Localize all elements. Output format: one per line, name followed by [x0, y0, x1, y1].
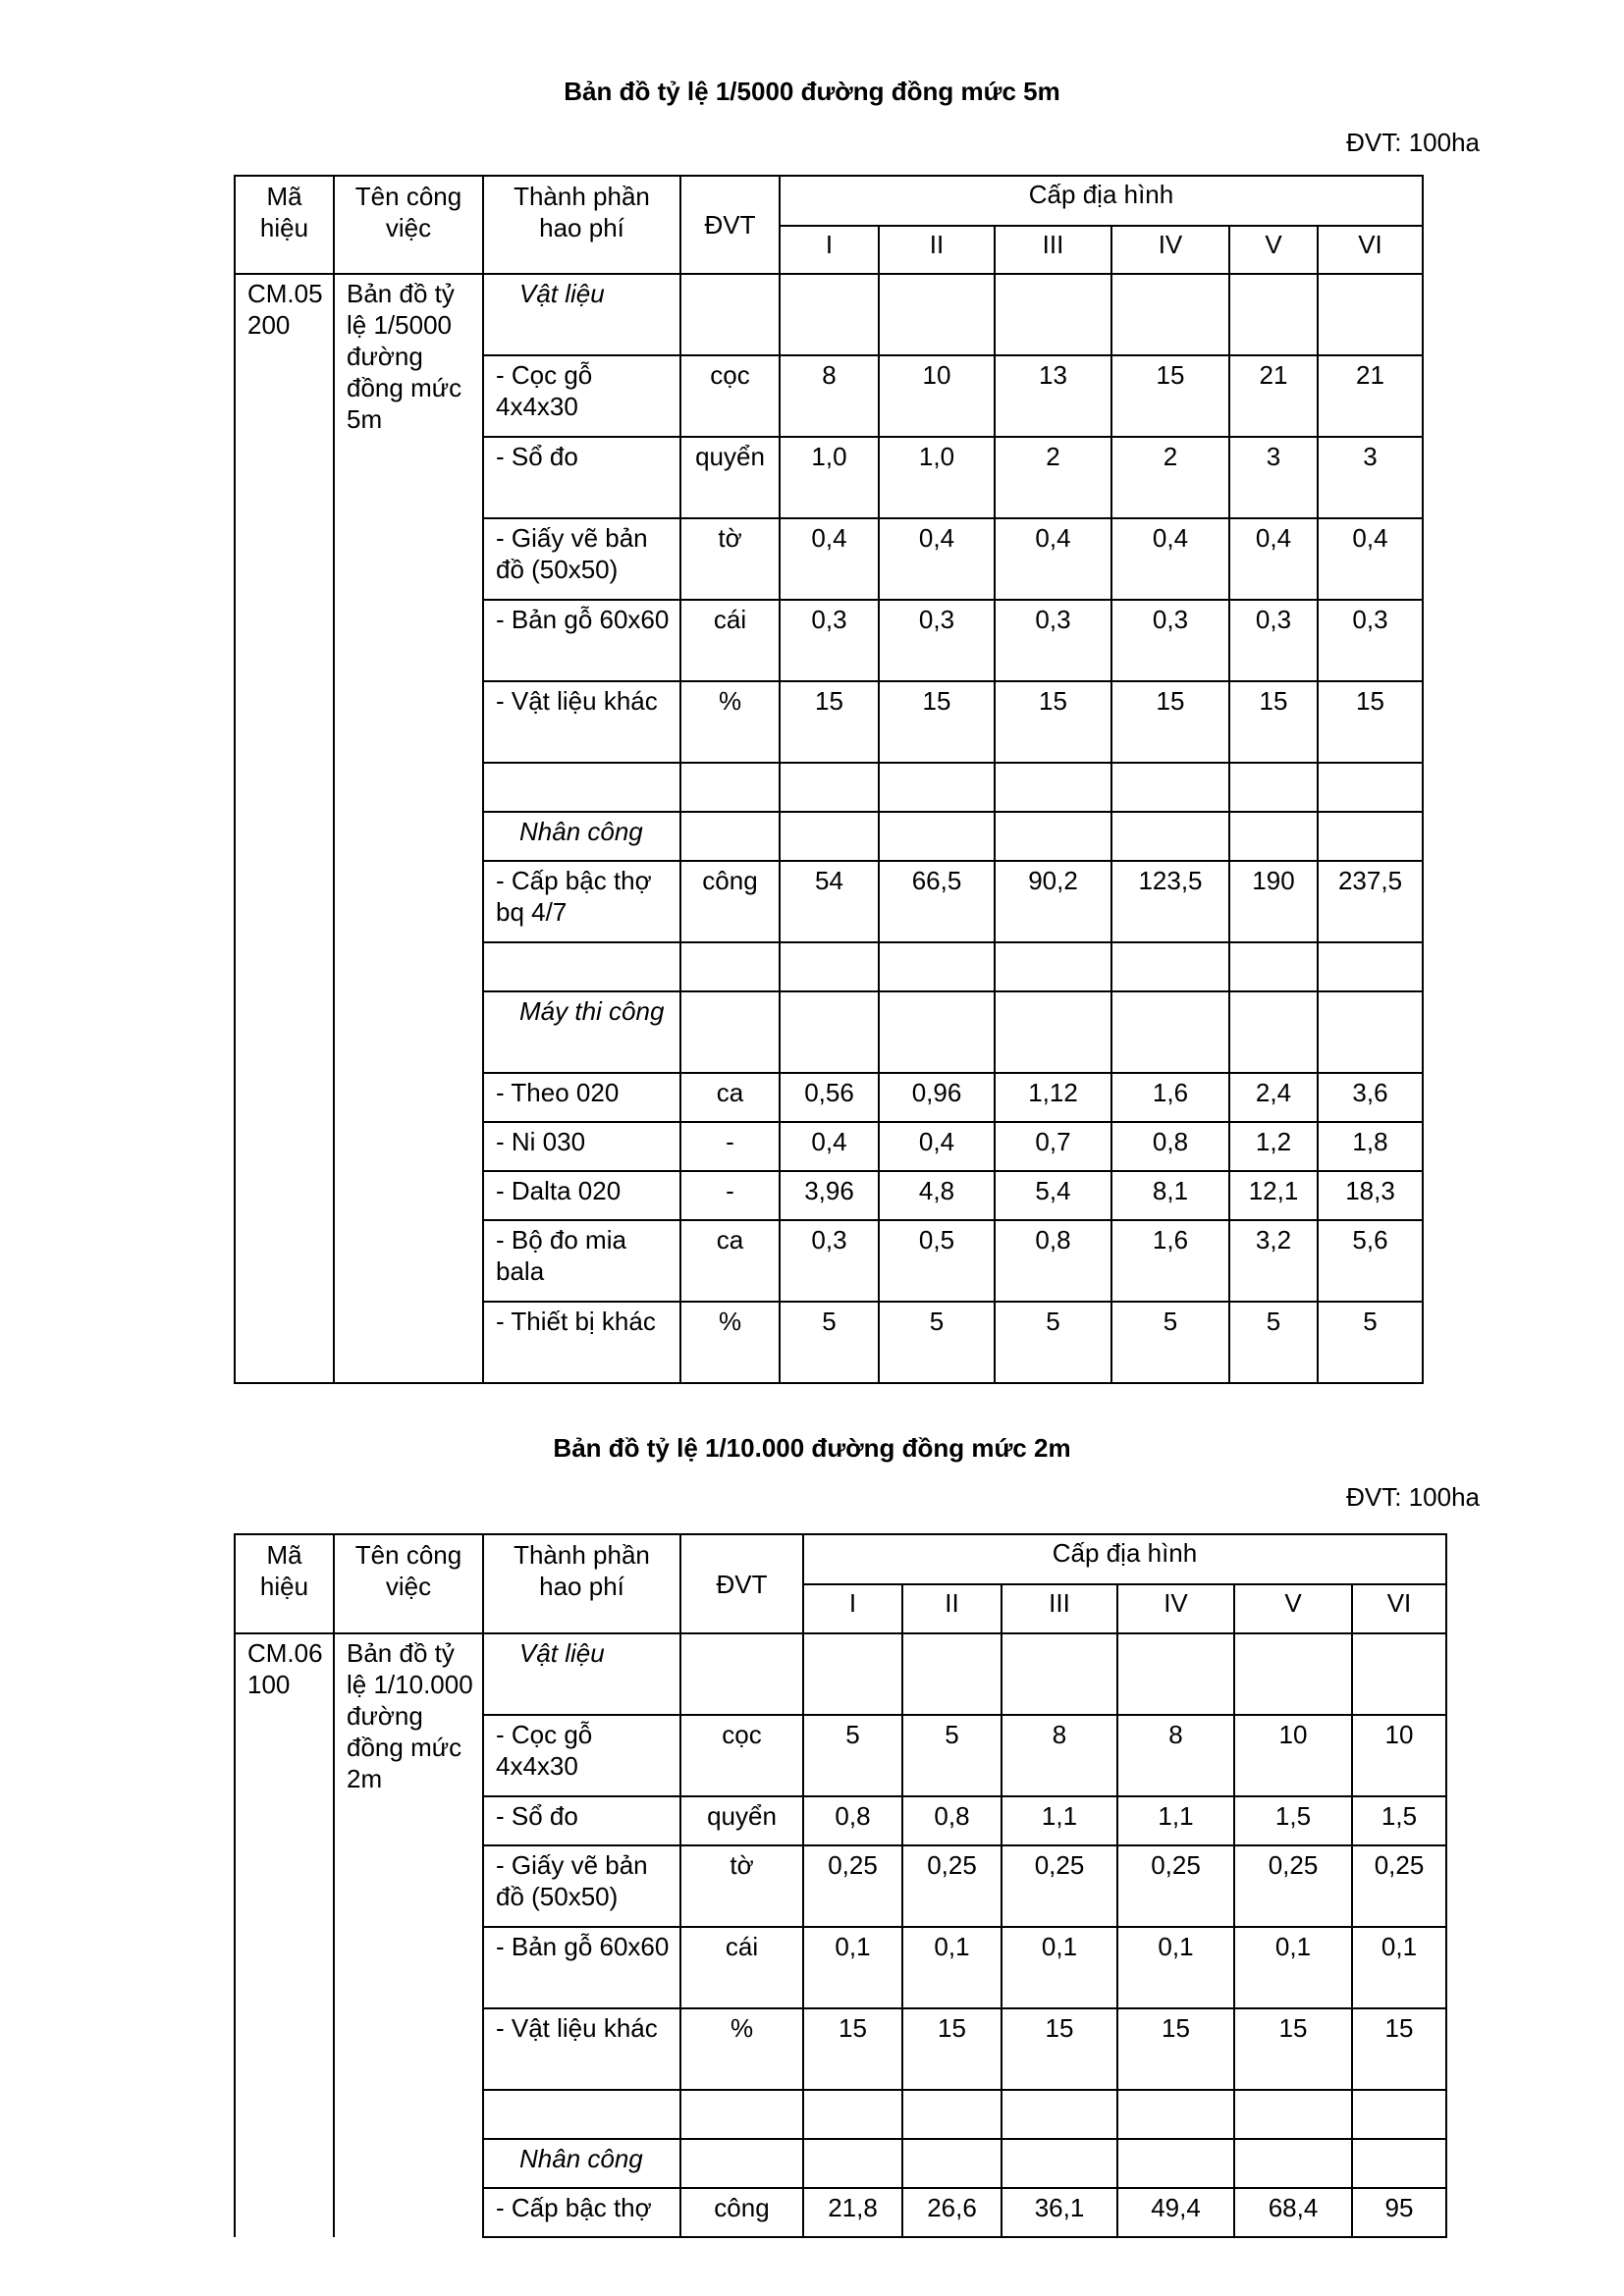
unit-cell: quyển: [680, 437, 780, 518]
value-cell: 5: [1229, 1302, 1318, 1383]
header-grade: VI: [1318, 226, 1423, 274]
value-cell: 54: [780, 861, 879, 942]
unit-cell: [680, 942, 780, 991]
unit-cell: quyển: [680, 1796, 803, 1845]
value-cell: [1111, 812, 1229, 861]
value-cell: 15: [1111, 355, 1229, 437]
unit-cell: [680, 2139, 803, 2188]
value-cell: [780, 812, 879, 861]
value-cell: [1001, 2139, 1117, 2188]
value-cell: [803, 1633, 902, 1715]
header-grade: VI: [1352, 1584, 1446, 1633]
table-1: [234, 175, 1424, 1384]
value-cell: 15: [1234, 2008, 1352, 2090]
cost-item-label: - Sổ đo: [483, 437, 680, 518]
value-cell: [879, 763, 995, 812]
section-label: Vật liệu: [483, 274, 680, 355]
value-cell: 18,3: [1318, 1171, 1423, 1220]
header-dvt: ĐVT: [680, 176, 780, 274]
value-cell: 1,5: [1352, 1796, 1446, 1845]
value-cell: 5,6: [1318, 1220, 1423, 1302]
table-1-unit-note: ĐVT: 100ha: [1346, 128, 1480, 157]
value-cell: [995, 763, 1111, 812]
value-cell: 0,3: [1229, 600, 1318, 681]
value-cell: 190: [1229, 861, 1318, 942]
cost-item-label: - Cấp bậc thợ: [483, 2188, 680, 2237]
table-2-unit-note: ĐVT: 100ha: [1346, 1482, 1480, 1512]
cost-item-label: [483, 763, 680, 812]
unit-cell: [680, 274, 780, 355]
unit-cell: cọc: [680, 1715, 803, 1796]
job-name: Bản đồ tỷ lệ 1/5000 đường đồng mức 5m: [334, 274, 483, 1383]
value-cell: 3,6: [1318, 1073, 1423, 1122]
value-cell: [780, 942, 879, 991]
value-cell: [1117, 1633, 1234, 1715]
value-cell: [1229, 763, 1318, 812]
cost-item-label: - Dalta 020: [483, 1171, 680, 1220]
value-cell: 15: [995, 681, 1111, 763]
cost-item-label: - Vật liệu khác: [483, 681, 680, 763]
header-ma-hieu: Mã hiệu: [235, 176, 334, 274]
unit-cell: [680, 1633, 803, 1715]
value-cell: [1234, 2139, 1352, 2188]
value-cell: 0,4: [1229, 518, 1318, 600]
header-grade: II: [902, 1584, 1001, 1633]
value-cell: [902, 1633, 1001, 1715]
unit-cell: [680, 812, 780, 861]
value-cell: 21,8: [803, 2188, 902, 2237]
header-thanh-phan-hao-phi: Thành phần hao phí: [483, 176, 680, 274]
unit-cell: [680, 763, 780, 812]
unit-cell: %: [680, 1302, 780, 1383]
header-thanh-phan-hao-phi: Thành phần hao phí: [483, 1534, 680, 1633]
value-cell: 10: [1352, 1715, 1446, 1796]
value-cell: [1001, 1633, 1117, 1715]
cost-item-label: - Theo 020: [483, 1073, 680, 1122]
header-grade: IV: [1117, 1584, 1234, 1633]
value-cell: [1117, 2090, 1234, 2139]
value-cell: 0,4: [780, 518, 879, 600]
value-cell: 0,1: [803, 1927, 902, 2008]
header-grade: V: [1229, 226, 1318, 274]
header-grade: I: [780, 226, 879, 274]
unit-cell: %: [680, 2008, 803, 2090]
value-cell: [1229, 942, 1318, 991]
value-cell: 15: [1352, 2008, 1446, 2090]
value-cell: [803, 2090, 902, 2139]
value-cell: 0,3: [1111, 600, 1229, 681]
value-cell: 15: [1229, 681, 1318, 763]
unit-cell: công: [680, 861, 780, 942]
value-cell: [1111, 763, 1229, 812]
value-cell: 26,6: [902, 2188, 1001, 2237]
header-ten-cong-viec: Tên công việc: [334, 176, 483, 274]
value-cell: [1111, 942, 1229, 991]
value-cell: [1318, 991, 1423, 1073]
value-cell: 5,4: [995, 1171, 1111, 1220]
value-cell: [1117, 2139, 1234, 2188]
value-cell: [902, 2090, 1001, 2139]
value-cell: 0,8: [1111, 1122, 1229, 1171]
value-cell: 5: [1318, 1302, 1423, 1383]
cost-item-label: - Sổ đo: [483, 1796, 680, 1845]
value-cell: [879, 991, 995, 1073]
value-cell: 10: [879, 355, 995, 437]
value-cell: 5: [995, 1302, 1111, 1383]
header-grade: IV: [1111, 226, 1229, 274]
value-cell: [995, 812, 1111, 861]
value-cell: [1229, 812, 1318, 861]
cost-item-label: - Cấp bậc thợ bq 4/7: [483, 861, 680, 942]
value-cell: 15: [902, 2008, 1001, 2090]
value-cell: 2: [1111, 437, 1229, 518]
value-cell: [1234, 1633, 1352, 1715]
value-cell: 0,8: [803, 1796, 902, 1845]
value-cell: 21: [1318, 355, 1423, 437]
unit-cell: [680, 991, 780, 1073]
value-cell: [1352, 2090, 1446, 2139]
value-cell: 8: [1117, 1715, 1234, 1796]
value-cell: 10: [1234, 1715, 1352, 1796]
value-cell: 5: [803, 1715, 902, 1796]
value-cell: 8,1: [1111, 1171, 1229, 1220]
header-grade: III: [1001, 1584, 1117, 1633]
cost-item-label: - Cọc gỗ 4x4x30: [483, 1715, 680, 1796]
unit-cell: cái: [680, 600, 780, 681]
value-cell: 0,96: [879, 1073, 995, 1122]
value-cell: 68,4: [1234, 2188, 1352, 2237]
value-cell: 0,8: [995, 1220, 1111, 1302]
value-cell: [780, 991, 879, 1073]
value-cell: 0,4: [879, 518, 995, 600]
value-cell: [1318, 812, 1423, 861]
value-cell: 5: [879, 1302, 995, 1383]
section-label: Vật liệu: [483, 1633, 680, 1715]
cost-item-label: - Giấy vẽ bản đồ (50x50): [483, 518, 680, 600]
value-cell: 0,1: [902, 1927, 1001, 2008]
header-ten-cong-viec: Tên công việc: [334, 1534, 483, 1633]
value-cell: 1,6: [1111, 1073, 1229, 1122]
unit-cell: cái: [680, 1927, 803, 2008]
value-cell: 0,25: [1001, 1845, 1117, 1927]
value-cell: 3: [1318, 437, 1423, 518]
value-cell: 3,96: [780, 1171, 879, 1220]
value-cell: 0,4: [1111, 518, 1229, 600]
unit-cell: ca: [680, 1073, 780, 1122]
value-cell: 0,4: [1318, 518, 1423, 600]
header-cap-dia-hinh: Cấp địa hình: [780, 176, 1423, 226]
value-cell: 0,4: [995, 518, 1111, 600]
value-cell: 0,4: [879, 1122, 995, 1171]
value-cell: 15: [1111, 681, 1229, 763]
value-cell: 0,1: [1001, 1927, 1117, 2008]
value-cell: 1,2: [1229, 1122, 1318, 1171]
value-cell: 15: [1117, 2008, 1234, 2090]
value-cell: 0,25: [1234, 1845, 1352, 1927]
unit-cell: -: [680, 1171, 780, 1220]
value-cell: 0,3: [995, 600, 1111, 681]
value-cell: 0,5: [879, 1220, 995, 1302]
value-cell: 1,6: [1111, 1220, 1229, 1302]
value-cell: 13: [995, 355, 1111, 437]
unit-cell: -: [680, 1122, 780, 1171]
value-cell: 12,1: [1229, 1171, 1318, 1220]
value-cell: 21: [1229, 355, 1318, 437]
value-cell: 1,12: [995, 1073, 1111, 1122]
value-cell: [902, 2139, 1001, 2188]
header-grade: V: [1234, 1584, 1352, 1633]
table-row: [235, 1633, 1446, 1715]
value-cell: 15: [879, 681, 995, 763]
value-cell: 1,8: [1318, 1122, 1423, 1171]
unit-cell: tờ: [680, 1845, 803, 1927]
value-cell: 3,2: [1229, 1220, 1318, 1302]
value-cell: 0,25: [1117, 1845, 1234, 1927]
unit-cell: [680, 2090, 803, 2139]
header-grade: III: [995, 226, 1111, 274]
value-cell: 8: [780, 355, 879, 437]
value-cell: 0,1: [1117, 1927, 1234, 2008]
unit-cell: tờ: [680, 518, 780, 600]
work-code: CM.05200: [235, 274, 334, 1383]
cost-item-label: - Bản gỗ 60x60: [483, 600, 680, 681]
value-cell: [1318, 942, 1423, 991]
value-cell: 1,1: [1001, 1796, 1117, 1845]
value-cell: [1352, 1633, 1446, 1715]
value-cell: [1229, 274, 1318, 355]
value-cell: 0,25: [902, 1845, 1001, 1927]
value-cell: 36,1: [1001, 2188, 1117, 2237]
header-cap-dia-hinh: Cấp địa hình: [803, 1534, 1446, 1584]
value-cell: [1111, 274, 1229, 355]
value-cell: [995, 991, 1111, 1073]
section-label: Nhân công: [483, 812, 680, 861]
value-cell: 2: [995, 437, 1111, 518]
cost-item-label: - Ni 030: [483, 1122, 680, 1171]
value-cell: 0,3: [780, 1220, 879, 1302]
job-name: Bản đồ tỷ lệ 1/10.000 đường đồng mức 2m: [334, 1633, 483, 2237]
value-cell: 1,5: [1234, 1796, 1352, 1845]
value-cell: 0,7: [995, 1122, 1111, 1171]
value-cell: 0,25: [803, 1845, 902, 1927]
value-cell: 4,8: [879, 1171, 995, 1220]
value-cell: 49,4: [1117, 2188, 1234, 2237]
value-cell: 1,1: [1117, 1796, 1234, 1845]
value-cell: 15: [780, 681, 879, 763]
cost-item-label: - Thiết bị khác: [483, 1302, 680, 1383]
header-dvt: ĐVT: [680, 1534, 803, 1633]
value-cell: [879, 812, 995, 861]
value-cell: 3: [1229, 437, 1318, 518]
value-cell: [1352, 2139, 1446, 2188]
value-cell: 66,5: [879, 861, 995, 942]
value-cell: [1229, 991, 1318, 1073]
header-grade: I: [803, 1584, 902, 1633]
value-cell: [1234, 2090, 1352, 2139]
work-code: CM.06100: [235, 1633, 334, 2237]
header-row: [235, 176, 1423, 226]
value-cell: 237,5: [1318, 861, 1423, 942]
section-label: Máy thi công: [483, 991, 680, 1073]
value-cell: 90,2: [995, 861, 1111, 942]
value-cell: 5: [1111, 1302, 1229, 1383]
header-ma-hieu: Mã hiệu: [235, 1534, 334, 1633]
unit-cell: công: [680, 2188, 803, 2237]
value-cell: 5: [902, 1715, 1001, 1796]
value-cell: [1111, 991, 1229, 1073]
cost-item-label: - Giấy vẽ bản đồ (50x50): [483, 1845, 680, 1927]
unit-cell: cọc: [680, 355, 780, 437]
table-row: [235, 274, 1423, 355]
header-row: [235, 1534, 1446, 1584]
value-cell: [780, 274, 879, 355]
value-cell: 0,56: [780, 1073, 879, 1122]
header-grade: II: [879, 226, 995, 274]
value-cell: 15: [1001, 2008, 1117, 2090]
value-cell: 1,0: [879, 437, 995, 518]
cost-item-label: [483, 942, 680, 991]
cost-item-label: - Vật liệu khác: [483, 2008, 680, 2090]
value-cell: 15: [1318, 681, 1423, 763]
value-cell: 15: [803, 2008, 902, 2090]
value-cell: [995, 274, 1111, 355]
cost-item-label: - Cọc gỗ 4x4x30: [483, 355, 680, 437]
table-1-title: Bản đồ tỷ lệ 1/5000 đường đồng mức 5m: [564, 77, 1060, 106]
value-cell: 0,1: [1352, 1927, 1446, 2008]
value-cell: 0,3: [780, 600, 879, 681]
unit-cell: ca: [680, 1220, 780, 1302]
unit-cell: %: [680, 681, 780, 763]
value-cell: 5: [780, 1302, 879, 1383]
value-cell: 0,8: [902, 1796, 1001, 1845]
value-cell: 0,1: [1234, 1927, 1352, 2008]
value-cell: 0,3: [879, 600, 995, 681]
value-cell: 0,3: [1318, 600, 1423, 681]
value-cell: 0,25: [1352, 1845, 1446, 1927]
cost-item-label: [483, 2090, 680, 2139]
value-cell: 0,4: [780, 1122, 879, 1171]
value-cell: [780, 763, 879, 812]
section-label: Nhân công: [483, 2139, 680, 2188]
cost-item-label: - Bản gỗ 60x60: [483, 1927, 680, 2008]
value-cell: [879, 274, 995, 355]
table-2: [234, 1533, 1447, 2238]
value-cell: 95: [1352, 2188, 1446, 2237]
value-cell: [879, 942, 995, 991]
table-2-title: Bản đồ tỷ lệ 1/10.000 đường đồng mức 2m: [553, 1433, 1071, 1463]
value-cell: [995, 942, 1111, 991]
value-cell: [803, 2139, 902, 2188]
value-cell: 2,4: [1229, 1073, 1318, 1122]
value-cell: [1318, 763, 1423, 812]
value-cell: 8: [1001, 1715, 1117, 1796]
value-cell: 123,5: [1111, 861, 1229, 942]
value-cell: 1,0: [780, 437, 879, 518]
value-cell: [1001, 2090, 1117, 2139]
value-cell: [1318, 274, 1423, 355]
cost-item-label: - Bộ đo mia bala: [483, 1220, 680, 1302]
